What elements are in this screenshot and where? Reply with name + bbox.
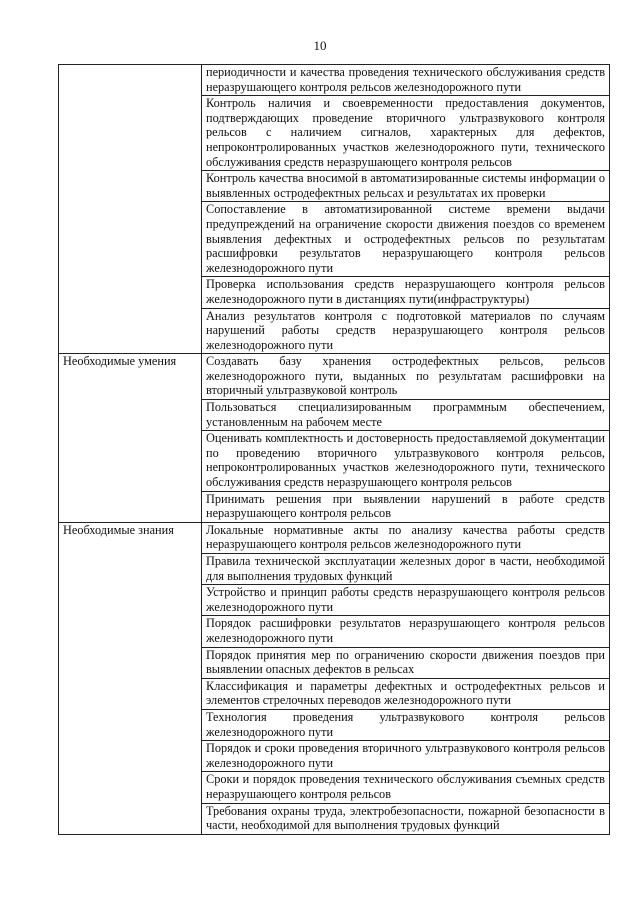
requirement-text: Классификация и параметры дефектных и остродефектных рельсов и элементов стрелочных переводов железнодорожного пути	[202, 678, 610, 709]
table-row	[59, 522, 610, 553]
requirement-text: Порядок расшифровки результатов неразрушающего контроля рельсов железнодорожного пути	[202, 616, 610, 647]
requirement-text: периодичности и качества проведения технического обслуживания средств неразрушающего контроля рельсов железнодорожного пути	[202, 65, 610, 96]
section-label: Необходимые умения	[59, 354, 202, 523]
page-number: 10	[313, 38, 327, 53]
requirement-text: Устройство и принцип работы средств неразрушающего контроля рельсов железнодорожного пути	[202, 585, 610, 616]
requirement-text: Сроки и порядок проведения технического обслуживания съемных средств неразрушающего контроля рельсов	[202, 772, 610, 803]
requirement-text: Пользоваться специализированным программным обеспечением, установленным на рабочем месте	[202, 400, 610, 431]
requirement-text: Контроль качества вносимой в автоматизированные системы информации о выявленных остродефектных рельсах и результатах их проверки	[202, 171, 610, 202]
competency-table	[58, 64, 610, 835]
requirement-text: Правила технической эксплуатации железных дорог в части, необходимой для выполнения трудовых функций	[202, 554, 610, 585]
requirement-text: Порядок и сроки проведения вторичного ультразвукового контроля рельсов железнодорожного пути	[202, 741, 610, 772]
requirement-text: Контроль наличия и своевременности предоставления документов, подтверждающих проведение вторичного ультразвукового контроля рельсов с наличием сигналов, характерных для дефектов, непроконтролированных участков железнодорожного пути, технического обслуживания средств неразрушающего контроля рельсов	[202, 96, 610, 171]
section-label	[59, 65, 202, 354]
requirement-text: Создавать базу хранения остродефектных рельсов, рельсов железнодорожного пути, выданных по результатам расшифровки на вторичный ультразвуковой контроль	[202, 354, 610, 400]
requirement-text: Оценивать комплектность и достоверность предоставляемой документации по проведению вторичного ультразвукового контроля рельсов, непроконтролированных участков железнодорожного пути, технического обслуживания средств неразрушающего контроля рельсов	[202, 431, 610, 491]
requirement-text: Принимать решения при выявлении нарушений в работе средств неразрушающего контроля рельсов	[202, 491, 610, 522]
table-row	[59, 354, 610, 400]
section-label: Необходимые знания	[59, 522, 202, 834]
requirement-text: Проверка использования средств неразрушающего контроля рельсов железнодорожного пути в дистанциях пути(инфраструктуры)	[202, 277, 610, 308]
requirement-text: Анализ результатов контроля с подготовкой материалов по случаям нарушений работы средств неразрушающего контроля рельсов железнодорожного пути	[202, 308, 610, 354]
requirement-text: Порядок принятия мер по ограничению скорости движения поездов при выявлении опасных дефектов в рельсах	[202, 647, 610, 678]
requirement-text: Локальные нормативные акты по анализу качества работы средств неразрушающего контроля рельсов железнодорожного пути	[202, 522, 610, 553]
requirement-text: Сопоставление в автоматизированной системе времени выдачи предупреждений на ограничение скорости движения поездов со временем выявления дефектных и остродефектных рельсов по результатам расшифровки результатов неразрушающего контроля рельсов железнодорожного пути	[202, 202, 610, 277]
competency-table-body	[59, 65, 610, 835]
requirement-text: Требования охраны труда, электробезопасности, пожарной безопасности в части, необходимой для выполнения трудовых функций	[202, 803, 610, 834]
table-row	[59, 65, 610, 96]
requirement-text: Технология проведения ультразвукового контроля рельсов железнодорожного пути	[202, 709, 610, 740]
